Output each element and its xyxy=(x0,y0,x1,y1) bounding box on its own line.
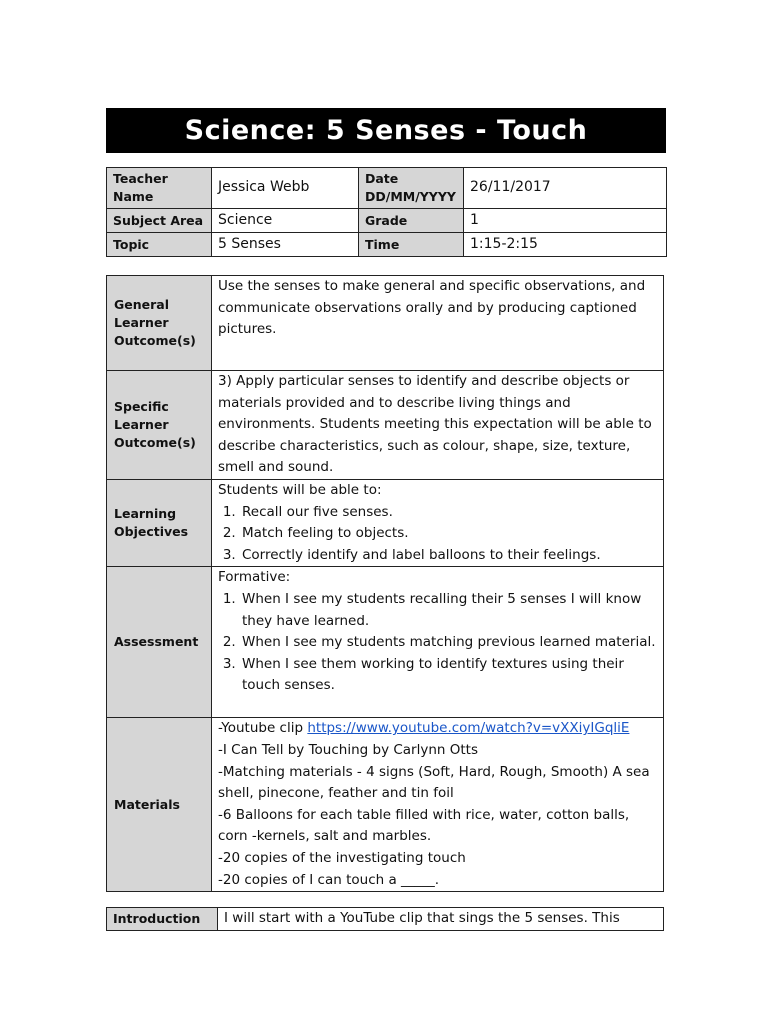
assessment-content xyxy=(212,567,664,718)
specific-outcome-text: 3) Apply particular senses to identify and describe objects or materials provided and to describe living things and environments. Students meeting this expectation will be able to describe characteristics, such as colour, shape, size, texture, smell and sound. xyxy=(212,371,664,480)
introduction-label: Introduction xyxy=(107,908,218,931)
time-value: 1:15-2:15 xyxy=(464,233,667,257)
date-value: 26/11/2017 xyxy=(464,168,667,209)
teacher-label: Teacher Name xyxy=(107,168,212,209)
assessment-label: Assessment xyxy=(107,567,212,718)
objectives-intro: Students will be able to: xyxy=(218,482,382,498)
assessment-intro: Formative: xyxy=(218,569,291,586)
materials-line: -20 copies of the investigating touch xyxy=(218,849,466,866)
grade-label: Grade xyxy=(359,209,464,233)
page-title: Science: 5 Senses - Touch xyxy=(106,108,666,153)
general-outcome-text: Use the senses to make general and specific observations, and communicate observations orally and by producing captioned pictures. xyxy=(212,276,664,371)
general-outcome-label: General Learner Outcome(s) xyxy=(107,276,212,371)
materials-label: Materials xyxy=(107,718,212,892)
topic-value: 5 Senses xyxy=(212,233,359,257)
objectives-list xyxy=(218,502,659,567)
objectives-label: Learning Objectives xyxy=(107,480,212,567)
topic-label: Topic xyxy=(107,233,212,257)
list-item: 1. When I see my students recalling their 5 senses I will know they have learned. xyxy=(240,589,659,632)
list-item: 2. Match feeling to objects. xyxy=(240,523,659,545)
materials-line: -I Can Tell by Touching by Carlynn Otts xyxy=(218,741,478,758)
list-item: 2. When I see my students matching previous learned material. xyxy=(240,632,659,654)
materials-line: -6 Balloons for each table filled with rice, water, cotton balls, corn -kernels, salt and marbles. xyxy=(218,806,630,845)
specific-outcome-label: Specific Learner Outcome(s) xyxy=(107,371,212,480)
info-row-teacher xyxy=(107,168,667,209)
date-label: Date DD/MM/YYYY xyxy=(359,168,464,209)
objectives-content xyxy=(212,480,664,567)
materials-line: -20 copies of I can touch a _____. xyxy=(218,871,440,888)
row-general-outcomes xyxy=(107,276,664,371)
materials-clip-line xyxy=(218,718,659,740)
introduction-table xyxy=(106,907,664,931)
youtube-link[interactable]: https://www.youtube.com/watch?v=vXXiyIGqliE xyxy=(307,720,630,737)
time-label: Time xyxy=(359,233,464,257)
subject-label: Subject Area xyxy=(107,209,212,233)
materials-line: -Matching materials - 4 signs (Soft, Hard, Rough, Smooth) A sea shell, pinecone, feather and tin foil xyxy=(218,763,650,802)
row-materials xyxy=(107,718,664,892)
info-row-subject xyxy=(107,209,667,233)
assessment-list xyxy=(218,589,659,697)
list-item: 3. Correctly identify and label balloons to their feelings. xyxy=(240,545,659,567)
row-introduction xyxy=(107,908,664,931)
lesson-plan-table xyxy=(106,275,664,892)
row-assessment xyxy=(107,567,664,718)
row-learning-objectives xyxy=(107,480,664,567)
list-item: 1. Recall our five senses. xyxy=(240,502,659,524)
teacher-value: Jessica Webb xyxy=(212,168,359,209)
materials-content xyxy=(212,718,664,892)
lesson-info-table xyxy=(106,167,667,257)
list-item: 3. When I see them working to identify textures using their touch senses. xyxy=(240,654,659,697)
grade-value: 1 xyxy=(464,209,667,233)
row-specific-outcomes xyxy=(107,371,664,480)
introduction-text: I will start with a YouTube clip that sings the 5 senses. This xyxy=(218,908,664,931)
info-row-topic xyxy=(107,233,667,257)
clip-prefix: -Youtube clip xyxy=(218,720,308,737)
subject-value: Science xyxy=(212,209,359,233)
